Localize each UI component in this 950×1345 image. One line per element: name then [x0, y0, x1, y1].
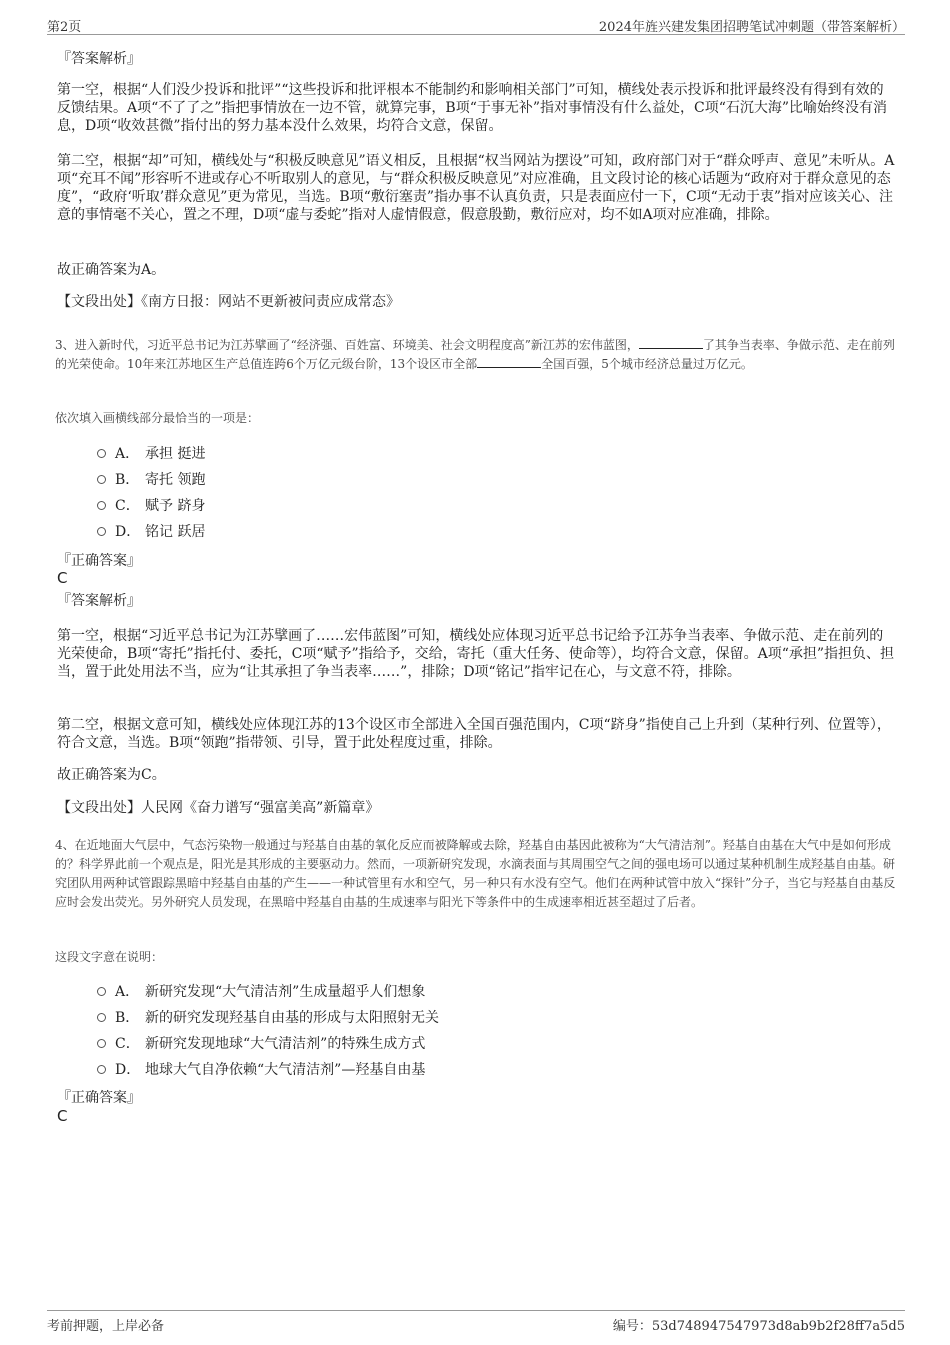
fill-blank: [639, 336, 703, 349]
analysis-paragraph: 第二空，根据文意可知，横线处应体现江苏的13个设区市全部进入全国百强范围内，C项“跻身”指使自己上升到（某种行列、位置等），符合文意，当选。B项“领跑”指带领、引导，置于此处程度过重，排除。: [57, 717, 891, 751]
analysis-paragraph: 第二空，根据“却”可知，横线处与“积极反映意见”语义相反，且根据“权当网站为摆设”可知，政府部门对于“群众呼声、意见”未听从。A项“充耳不闻”形容听不进或存心不听取别人的意见，与“群众积极反映意见”对应准确，且文段讨论的核心话题为“政府对于群众意见的态度”，“政府‘听取’群众意见”更为常见，当选。B项“敷衍塞责”指办事不认真负责，只是表面应付一下，C项“无动于衷”指对应该关心、注意的事情毫不关心，置之不理，D项“虚与委蛇”指对人虚情假意，假意殷勤，敷衍应对，均不如A项对应准确，排除。: [57, 153, 895, 223]
radio-icon[interactable]: [97, 1013, 106, 1022]
radio-icon[interactable]: [97, 475, 106, 484]
option-a[interactable]: A． 承担 挺进: [97, 444, 205, 464]
source-citation: 【文段出处】《南方日报：网站不更新被问责应成常态》: [57, 294, 400, 310]
option-b[interactable]: B． 新的研究发现羟基自由基的形成与太阳照射无关: [97, 1008, 439, 1028]
analysis-paragraph: 第一空，根据“习近平总书记为江苏擘画了……宏伟蓝图”可知，横线处应体现习近平总书记给予江苏争当表率、争做示范、走在前列的光荣使命，B项“寄托”指托付、委托，C项“赋予”指给予，交给，寄托（重大任务、使命等），均符合文意，保留。A项“承担”指担负、担当，置于此处用法不当，应为“让其承担了争当表率……”，排除；D项“铭记”指牢记在心，与文意不符，排除。: [57, 628, 895, 680]
answer-statement: 故正确答案为C。: [57, 767, 166, 783]
radio-icon[interactable]: [97, 501, 106, 510]
question-prompt: 这段文字意在说明：: [55, 950, 164, 964]
correct-answer: C: [57, 569, 68, 587]
page-footer: [47, 1310, 905, 1333]
analysis-paragraph: 第一空，根据“人们没少投诉和批评”“这些投诉和批评根本不能制约和影响相关部门”可知，横线处表示投诉和批评最终没有得到有效的反馈结果。A项“不了了之”指把事情放在一边不管，就算完事，B项“于事无补”指对事情没有什么益处，C项“石沉大海”比喻始终没有消息，D项“收效甚微”指付出的努力基本没什么效果，均符合文意，保留。: [57, 82, 888, 134]
radio-icon[interactable]: [97, 449, 106, 458]
radio-icon[interactable]: [97, 1039, 106, 1048]
correct-answer: C: [57, 1107, 68, 1125]
footer-slogan: 考前押题，上岸必备: [47, 1319, 165, 1334]
option-b[interactable]: B． 寄托 领跑: [97, 470, 205, 490]
document-title: 2024年旌兴建发集团招聘笔试冲刺题（带答案解析）: [598, 20, 905, 35]
radio-icon[interactable]: [97, 1065, 106, 1074]
stem-part: 全国百强，5个城市经济总量过万亿元。: [541, 357, 753, 371]
document-id: 编号：53d748947547973d8ab9b2f28ff7a5d5: [612, 1319, 905, 1334]
source-citation: 【文段出处】人民网《奋力谱写“强富美高”新篇章》: [57, 800, 380, 816]
correct-answer-label: 『正确答案』: [57, 1090, 141, 1106]
option-d[interactable]: D． 铭记 跃居: [97, 522, 205, 542]
page-header: [47, 14, 905, 35]
fill-blank: [477, 355, 541, 368]
correct-answer-label: 『正确答案』: [57, 553, 141, 569]
option-c[interactable]: C． 新研究发现地球“大气清洁剂”的特殊生成方式: [97, 1034, 425, 1054]
stem-part: 3、进入新时代，习近平总书记为江苏擘画了“经济强、百姓富、环境美、社会文明程度高”新江苏的宏伟蓝图，: [55, 338, 639, 352]
option-d[interactable]: D． 地球大气自净依赖“大气清洁剂”—羟基自由基: [97, 1060, 425, 1080]
option-c[interactable]: C． 赋予 跻身: [97, 496, 205, 516]
radio-icon[interactable]: [97, 527, 106, 536]
radio-icon[interactable]: [97, 987, 106, 996]
question-prompt: 依次填入画横线部分最恰当的一项是：: [55, 411, 260, 425]
answer-statement: 故正确答案为A。: [57, 262, 166, 278]
stem-part: 了其争当表率、争做示范、走在前列的光荣使命。10年来江苏地区生产总值连跨6个万亿元级台阶，13个设区市全部: [55, 338, 895, 371]
question-stem: 4、在近地面大气层中，气态污染物一般通过与羟基自由基的氧化反应而被降解或去除，羟基自由基因此被称为“大气清洁剂”。羟基自由基在大气中是如何形成的？科学界此前一个观点是，阳光是其形成的主要驱动力。然而，一项新研究发现，水滴表面与其周围空气之间的强电场可以通过某种机制生成羟基自由基。研究团队用两种试管跟踪黑暗中羟基自由基的产生——一种试管里有水和空气，另一种只有水没有空气。他们在两种试管中放入“探针”分子，当它与羟基自由基反应时会发出荧光。另外研究人员发现，在黑暗中羟基自由基的生成速率与阳光下等条件中的生成速率相近甚至超过了后者。: [55, 838, 896, 909]
question-stem: [55, 336, 900, 374]
page-number: 第2页: [47, 20, 82, 35]
analysis-label: 『答案解析』: [57, 593, 141, 609]
option-a[interactable]: A． 新研究发现“大气清洁剂”生成量超乎人们想象: [97, 982, 425, 1002]
analysis-label: 『答案解析』: [57, 51, 141, 67]
